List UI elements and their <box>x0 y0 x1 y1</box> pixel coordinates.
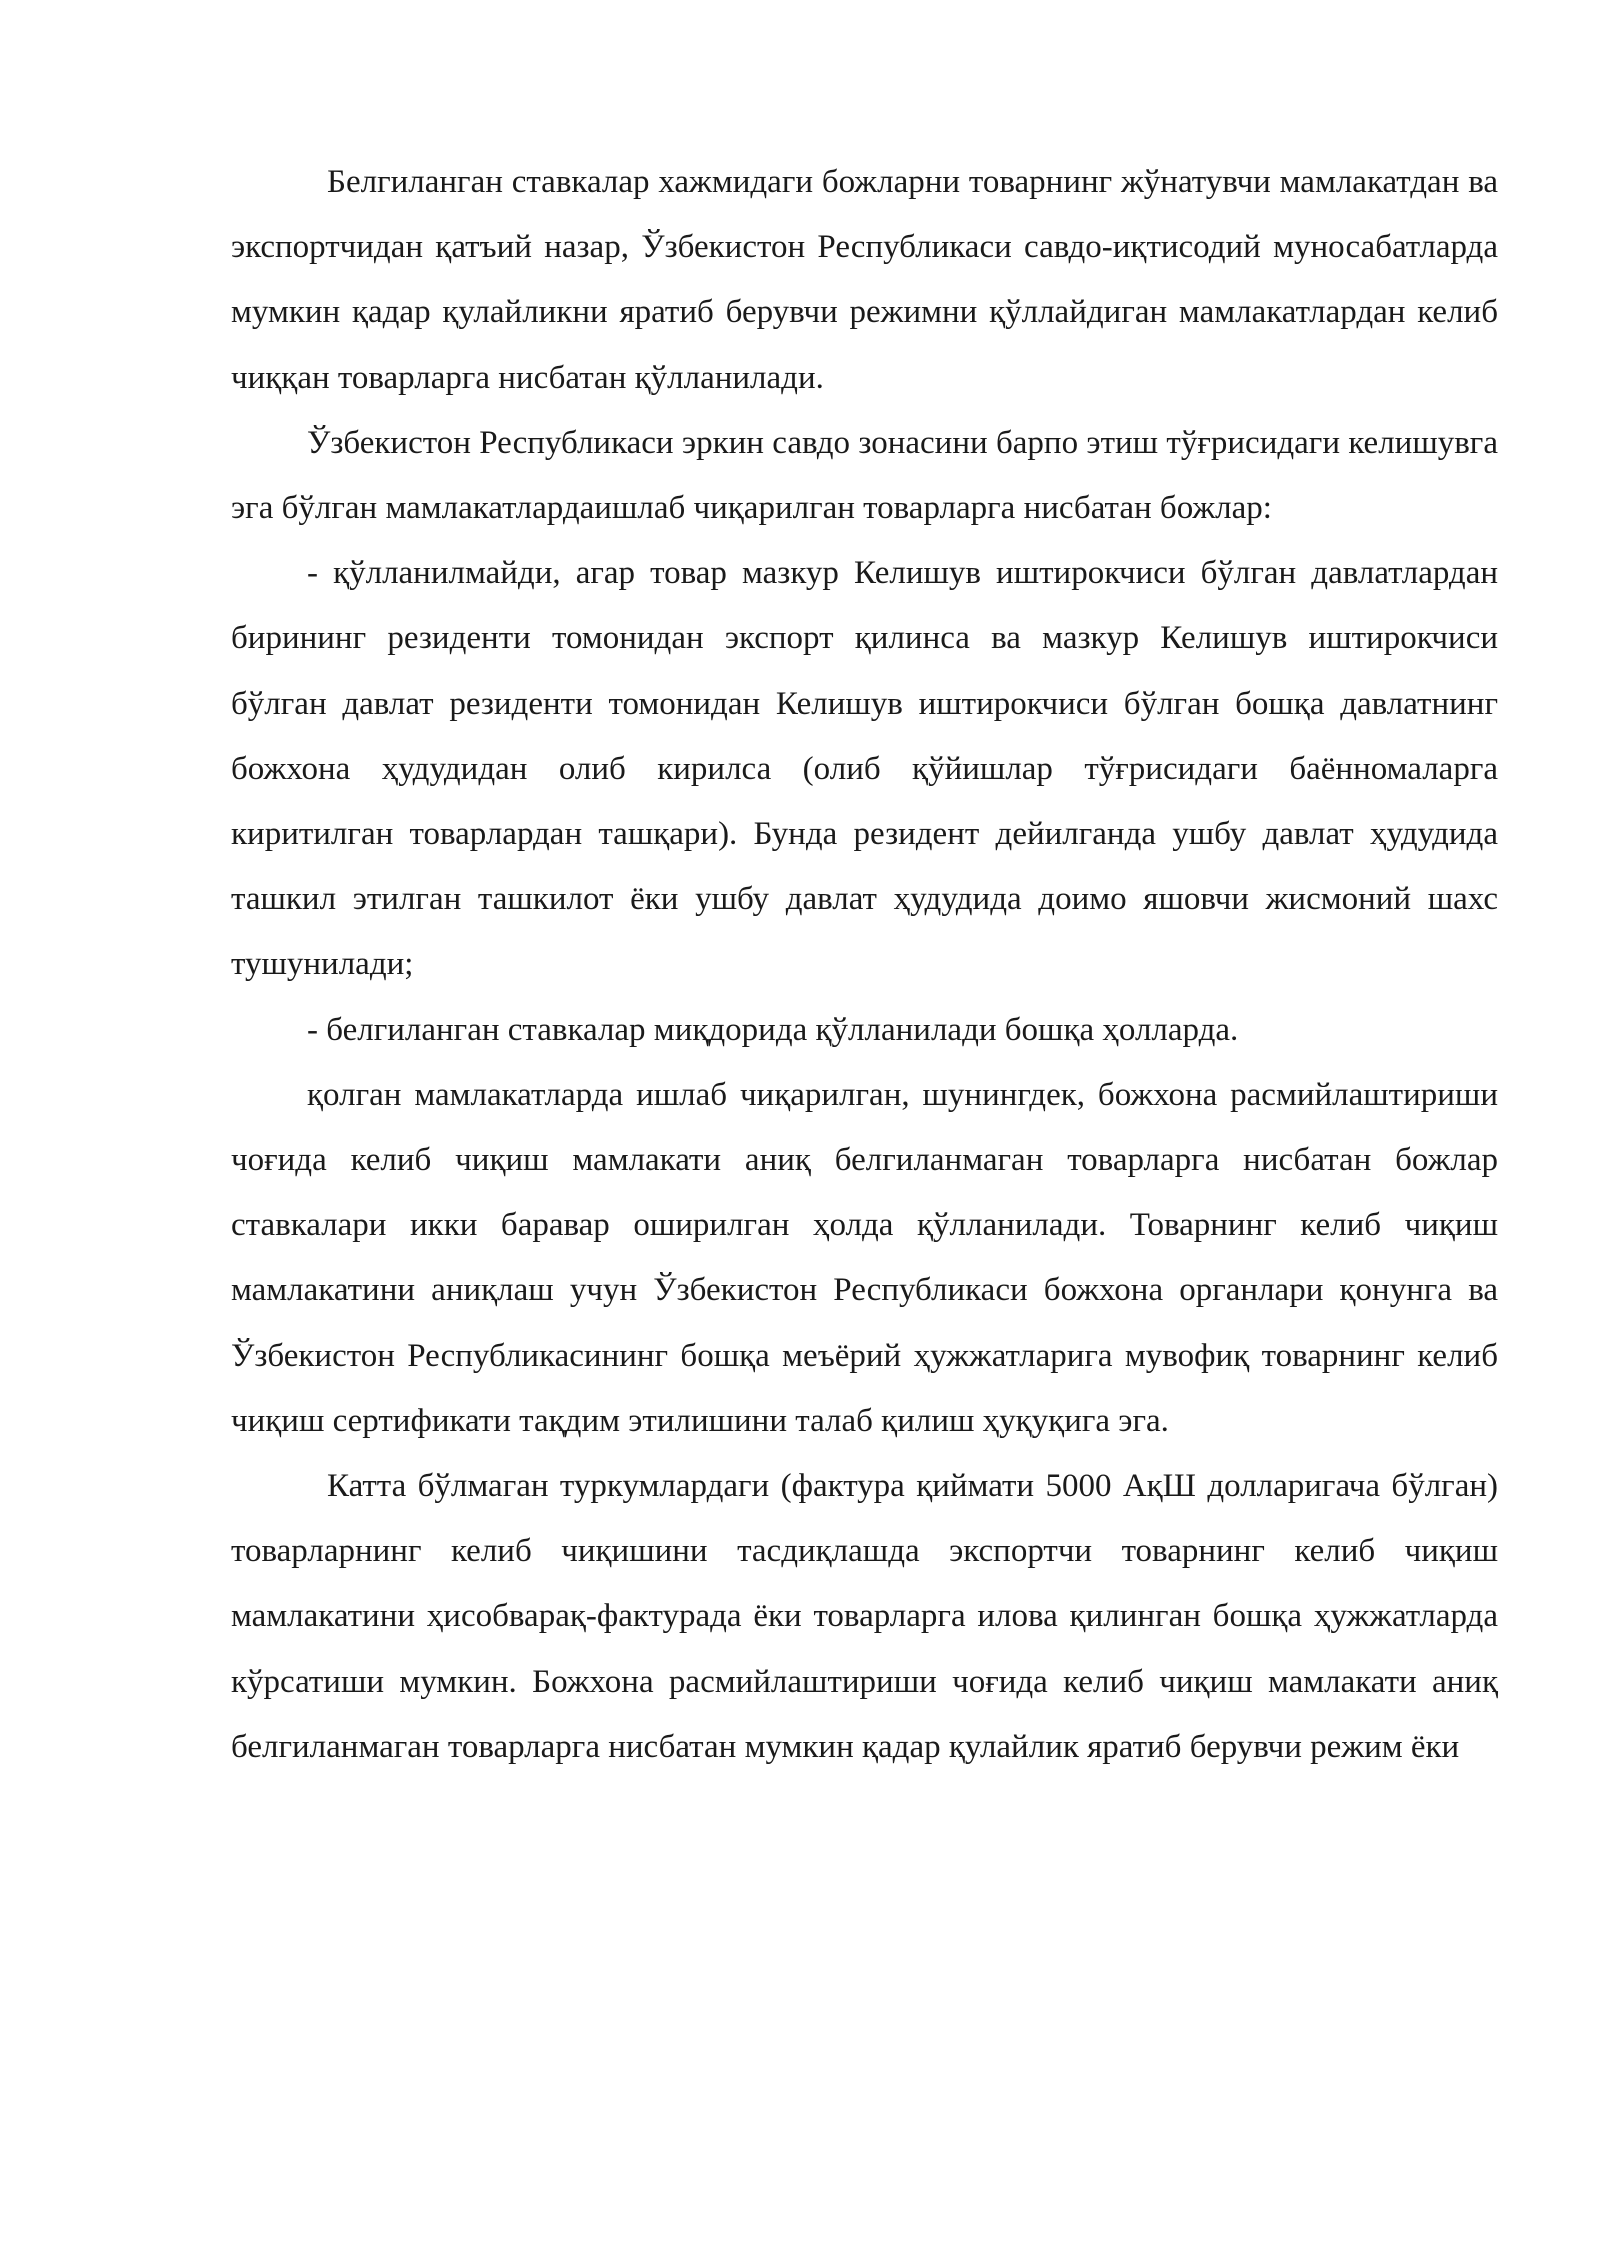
paragraph-free-trade-zone: Ўзбекистон Республикаси эркин савдо зонасини барпо этиш тўғрисидаги келишувга эга бўлган мамлакатлардаишлаб чиқарилган товарларга нисбатан божлар: <box>231 424 1498 527</box>
paragraph-rates-application: Белгиланган ставкалар хажмидаги божларни товарнинг жўнатувчи мамлакатдан ва экспортчидан қатъий назар, Ўзбекистон Республикаси савдо-иқтисодий муносабатларда мумкин қадар қулайликни яратиб берувчи режимни қўллайдиган мамлакатлардан келиб чиққан товарларга нисбатан қўлланилади. <box>231 164 1498 396</box>
document-body <box>231 150 1498 1780</box>
paragraph-other-countries: қолган мамлакатларда ишлаб чиқарилган, шунингдек, божхона расмийлаштириши чоғида келиб чиқиш мамлакати аниқ белгиланмаган товарларга нисбатан божлар ставкалари икки баравар оширилган ҳолда қўлланилади. Товарнинг келиб чиқиш мамлакатини аниқлаш учун Ўзбекистон Республикаси божхона органлари қонунга ва Ўзбекистон Республикасининг бошқа меъёрий ҳужжатларига мувофиқ товарнинг келиб чиқиш сертификати тақдим этилишини талаб қилиш ҳуқуқига эга. <box>231 1076 1498 1439</box>
paragraph-not-applied: - қўлланилмайди, агар товар мазкур Келишув иштирокчиси бўлган давлатлардан бирининг резиденти томонидан экспорт қилинса ва мазкур Келишув иштирокчиси бўлган давлат резиденти томонидан Келишув иштирокчиси бўлган бошқа давлатнинг божхона ҳудудидан олиб кирилса (олиб қўйишлар тўғрисидаги баённомаларга киритилган товарлардан ташқари). Бунда резидент дейилганда ушбу давлат ҳудудида ташкил этилган ташкилот ёки ушбу давлат ҳудудида доимо яшовчи жисмоний шахс тушунилади; <box>231 555 1498 983</box>
paragraph-applied-other-cases: - белгиланган ставкалар миқдорида қўлланилади бошқа ҳолларда. <box>307 1011 1239 1048</box>
paragraph-small-batches: Катта бўлмаган туркумлардаги (фактура қиймати 5000 АқШ долларигача бўлган) товарларнинг келиб чиқишини тасдиқлашда экспортчи товарнинг келиб чиқиш мамлакатини ҳисобварақ-фактурада ёки товарларга илова қилинган бошқа ҳужжатларда кўрсатиши мумкин. Божхона расмийлаштириши чоғида келиб чиқиш мамлакати аниқ белгиланмаган товарларга нисбатан мумкин қадар қулайлик яратиб берувчи режим ёки <box>231 1468 1498 1765</box>
